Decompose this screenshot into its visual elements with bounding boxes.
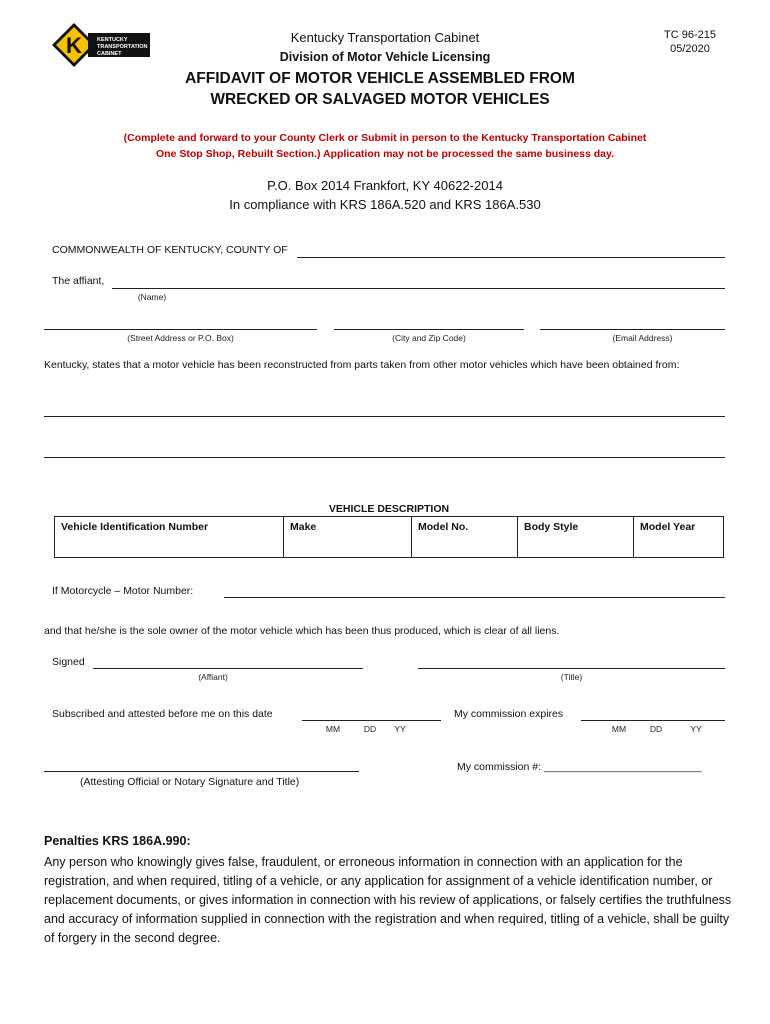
- table-row: [55, 517, 724, 558]
- model-cell[interactable]: Model No.: [412, 517, 518, 558]
- city-caption: (City and Zip Code): [392, 333, 466, 343]
- name-caption: (Name): [137, 292, 167, 302]
- motorcycle-label: If Motorcycle – Motor Number:: [52, 585, 194, 597]
- county-field[interactable]: [297, 257, 725, 258]
- vehicle-description-table: [54, 516, 724, 558]
- obtained-from-line-2[interactable]: [44, 457, 725, 458]
- penalties-heading: Penalties KRS 186A.990:: [44, 834, 191, 848]
- street-address-field[interactable]: [44, 329, 317, 330]
- instructions-line-2: One Stop Shop, Rebuilt Section.) Application may not be processed the same business day.: [155, 148, 614, 160]
- vehicle-description-heading: VEHICLE DESCRIPTION: [328, 503, 450, 515]
- official-signature-field[interactable]: [44, 771, 359, 772]
- email-field[interactable]: [540, 329, 725, 330]
- instructions-line-1: (Complete and forward to your County Clerk or Submit in person to the Kentucky Transportation Cabinet: [123, 132, 647, 144]
- obtained-from-line-1[interactable]: [44, 416, 725, 417]
- attested-yy: YY: [394, 724, 406, 734]
- logo-text-3: CABINET: [97, 51, 122, 57]
- affiant-label: The affiant,: [52, 275, 105, 287]
- expires-mm: MM: [611, 724, 627, 734]
- model-year-cell[interactable]: Model Year: [634, 517, 724, 558]
- division-name: Division of Motor Vehicle Licensing: [279, 50, 491, 64]
- address-line-2: In compliance with KRS 186A.520 and KRS 186A.530: [229, 197, 541, 212]
- attested-date-field[interactable]: [302, 720, 441, 721]
- ownership-statement: and that he/she is the sole owner of the motor vehicle which has been thus produced, which is clear of all liens.: [44, 625, 560, 637]
- make-cell[interactable]: Make: [284, 517, 412, 558]
- email-caption: (Email Address): [612, 333, 673, 343]
- form-date: 05/2020: [670, 43, 710, 55]
- agency-name: Kentucky Transportation Cabinet: [290, 30, 480, 45]
- title-line-1: AFFIDAVIT OF MOTOR VEHICLE ASSEMBLED FROM: [185, 70, 575, 87]
- form-number-block: [640, 28, 740, 56]
- commission-expires-label: My commission expires: [454, 708, 564, 720]
- logo-text-2: TRANSPORTATION: [97, 44, 148, 50]
- city-zip-field[interactable]: [334, 329, 524, 330]
- street-caption: (Street Address or P.O. Box): [127, 333, 234, 343]
- logo-text-1: KENTUCKY: [97, 37, 128, 43]
- affiant-caption: (Affiant): [198, 672, 228, 682]
- address-line-1: P.O. Box 2014 Frankfort, KY 40622-2014: [267, 178, 503, 193]
- attested-dd: DD: [363, 724, 377, 734]
- mailing-address: [100, 176, 670, 214]
- title-caption: (Title): [560, 672, 583, 682]
- vin-cell[interactable]: Vehicle Identification Number: [55, 517, 284, 558]
- svg-text:K: K: [66, 33, 82, 58]
- affiant-name-field[interactable]: [112, 288, 725, 289]
- commonwealth-label: COMMONWEALTH OF KENTUCKY, COUNTY OF: [52, 244, 288, 256]
- affiant-signature-field[interactable]: [93, 668, 363, 669]
- commission-expires-field[interactable]: [581, 720, 725, 721]
- statement-text: Kentucky, states that a motor vehicle has been reconstructed from parts taken from other motor vehicles which have been obtained from:: [44, 359, 680, 371]
- attested-mm: MM: [325, 724, 341, 734]
- penalties-text: Any person who knowingly gives false, fraudulent, or erroneous information in connection with an application for the registration, and when required, titling of a vehicle, or any application for assignment of a vehicle identification number, or replacement documents, or gives information in connection with his review of applications, or falsely certifies the truthfulness and accuracy of information supplied in connection with the registration and when required, titling of a vehicle, shall be guilty of forgery in the second degree.: [44, 855, 732, 945]
- motor-number-field[interactable]: [224, 597, 725, 598]
- body-style-cell[interactable]: Body Style: [518, 517, 634, 558]
- expires-dd: DD: [649, 724, 663, 734]
- title-line-2: WRECKED OR SALVAGED MOTOR VEHICLES: [210, 91, 550, 108]
- signed-label: Signed: [52, 656, 85, 668]
- instructions: [60, 130, 710, 162]
- title-field[interactable]: [418, 668, 725, 669]
- official-caption: (Attesting Official or Notary Signature and Title): [80, 776, 300, 788]
- form-number: TC 96-215: [664, 29, 716, 41]
- commission-number-field[interactable]: My commission #: ___________________________: [457, 761, 702, 773]
- form-title: [160, 68, 600, 110]
- attested-label: Subscribed and attested before me on this date: [52, 708, 273, 720]
- expires-yy: YY: [690, 724, 702, 734]
- ktc-logo: [52, 22, 152, 68]
